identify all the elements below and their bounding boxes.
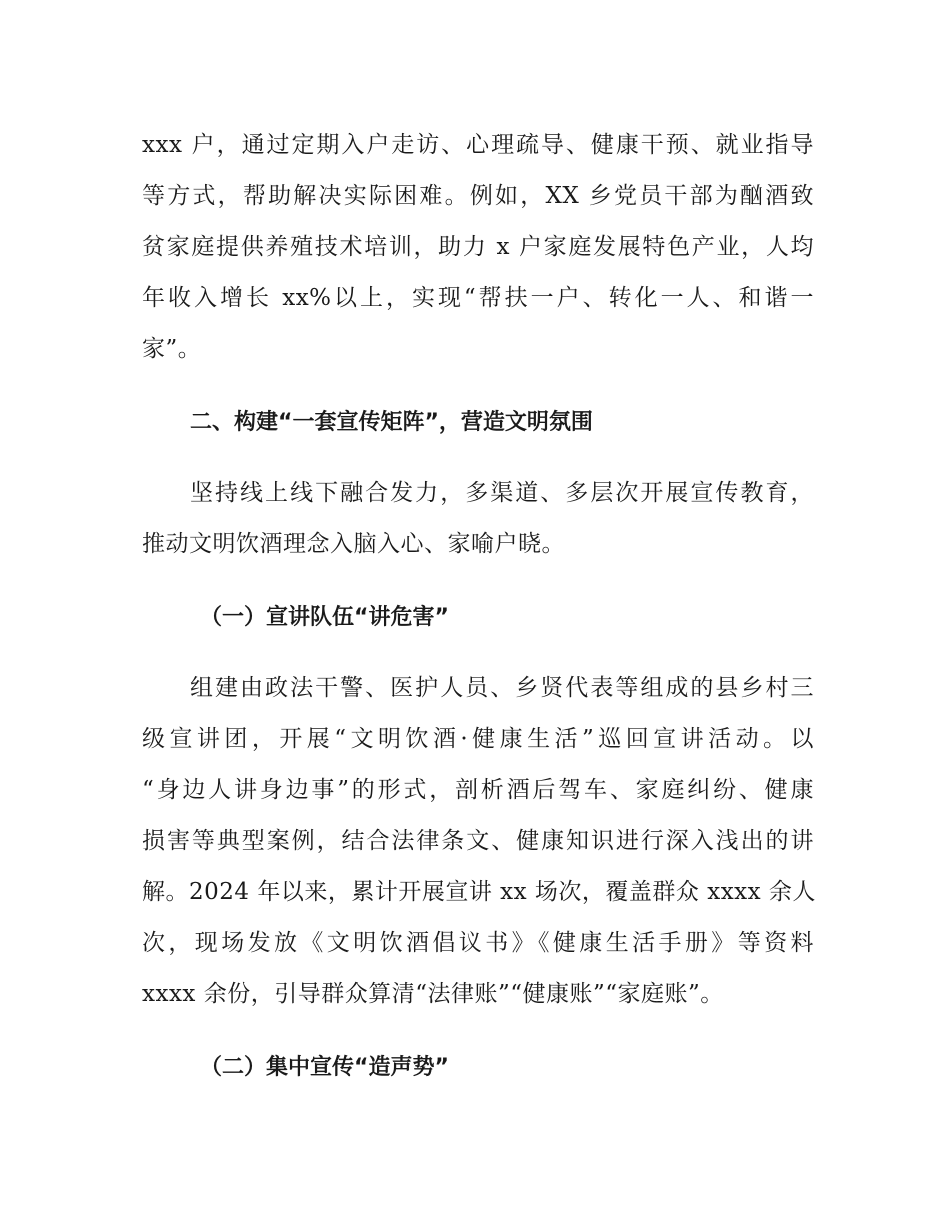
subsection-heading-2: （二）集中宣传“造声势” [200,1055,449,1080]
text-line: 贫家庭提供养殖技术培训，助力 x 户家庭发展特色产业，人均 [142,234,814,260]
text-line: 损害等典型案例，结合法律条文、健康知识进行深入浅出的讲 [142,828,814,854]
paragraph-publicity-intro [142,468,814,570]
text-line: 次，现场发放《文明饮酒倡议书》《健康生活手册》等资料 [142,930,814,956]
paragraph-lecture-team [142,663,814,1020]
text-line: 组建由政法干警、医护人员、乡贤代表等组成的县乡村三 [190,675,814,701]
text-line: “身边人讲身边事”的形式，剖析酒后驾车、家庭纠纷、健康 [142,777,814,803]
text-line: 级宣讲团，开展“文明饮酒·健康生活”巡回宣讲活动。以 [142,726,814,752]
text-line: 推动文明饮酒理念入脑入心、家喻户晓。 [142,531,565,557]
text-line: xxxx 余份，引导群众算清“法律账”“健康账”“家庭账”。 [142,981,724,1007]
section-heading-2: 二、构建“一套宣传矩阵”，营造文明氛围 [190,410,593,435]
text-line: 等方式，帮助解决实际困难。例如，XX 乡党员干部为酗酒致 [142,183,814,209]
subsection-heading-1: （一）宣讲队伍“讲危害” [200,605,449,630]
text-line: xxx 户，通过定期入户走访、心理疏导、健康干预、就业指导 [142,132,814,158]
text-line: 年收入增长 xx%以上，实现“帮扶一户、转化一人、和谐一 [142,285,814,311]
paragraph-household-assistance [142,120,814,375]
document-page [142,120,814,1093]
text-line: 解。2024 年以来，累计开展宣讲 xx 场次，覆盖群众 xxxx 余人 [142,879,816,905]
text-line: 家”。 [142,336,202,362]
text-line: 坚持线上线下融合发力，多渠道、多层次开展宣传教育， [190,480,814,506]
